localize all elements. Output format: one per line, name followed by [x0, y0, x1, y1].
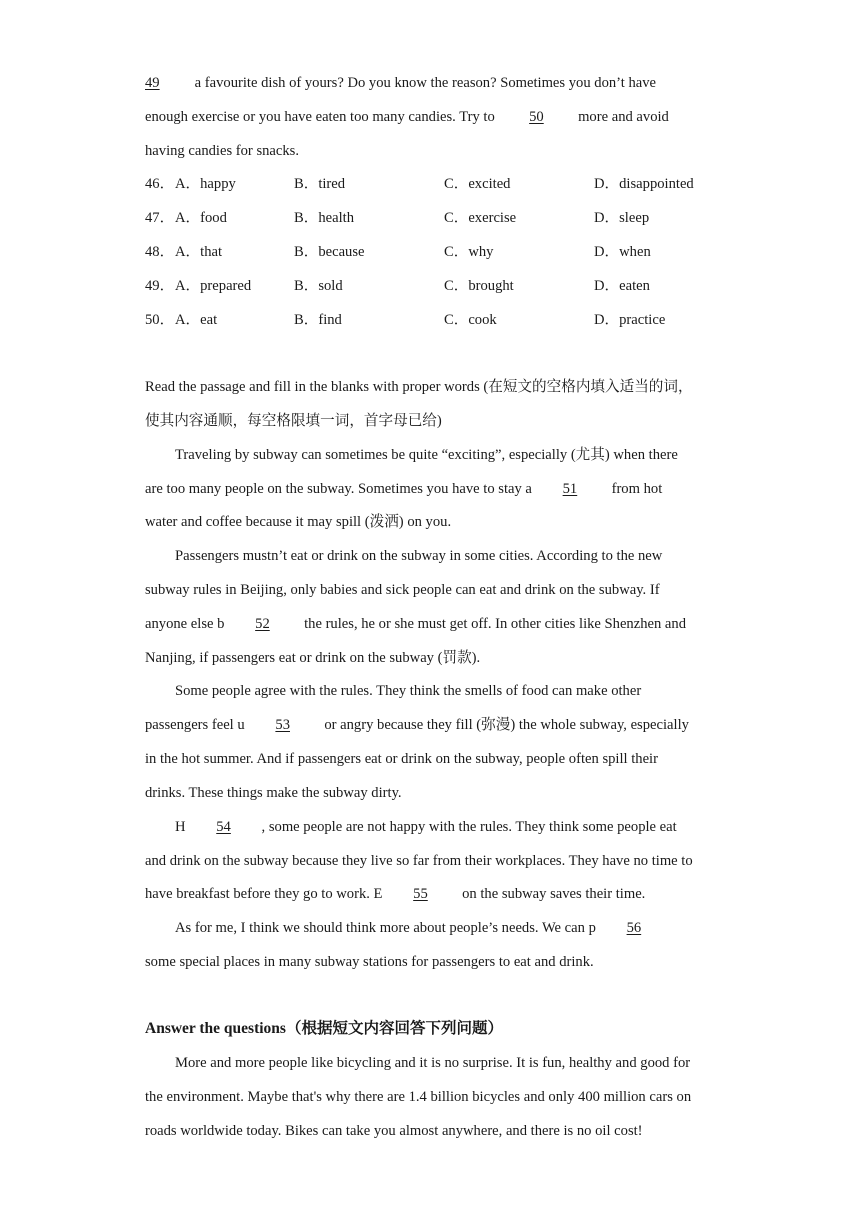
passage-line [145, 884, 720, 904]
passage-line [175, 918, 720, 938]
passage-line: Passengers mustn’t eat or drink on the subway in some cities. According to the new [175, 548, 663, 564]
passage-line: water and coffee because it may spill (泼洒) on you. [145, 514, 452, 530]
option-c: C．exercise [444, 210, 517, 226]
passage-line [145, 107, 720, 127]
section-instruction: Read the passage and fill in the blanks with proper words (在短文的空格内填入适当的词， [145, 379, 693, 395]
option-a: A．happy [175, 176, 236, 192]
blank-55: 55 [413, 886, 428, 902]
option-a: A．that [175, 244, 223, 260]
passage-text: passengers feel u [145, 717, 245, 733]
option-b: B．sold [294, 278, 343, 294]
blank-54: 54 [216, 819, 231, 835]
option-a: A．eat [175, 312, 218, 328]
option-row [145, 174, 745, 194]
section-instruction: 使其内容通顺，每空格限填一词，首字母已给) [145, 413, 442, 429]
passage-text: the rules, he or she must get off. In other cities like Shenzhen and [304, 616, 686, 632]
passage-text: enough exercise or you have eaten too many candies. Try to [145, 109, 495, 125]
passage-text: or angry because they fill (弥漫) the whole subway, especially [324, 717, 689, 733]
passage-text: , some people are not happy with the rules. They think some people eat [261, 819, 677, 835]
blank-49: 49 [145, 75, 160, 91]
option-b: B．find [294, 312, 342, 328]
blank-56: 56 [626, 920, 642, 936]
passage-line: More and more people like bicycling and it is no surprise. It is fun, healthy and good for [175, 1055, 691, 1071]
passage-line: some special places in many subway stations for passengers to eat and drink. [145, 954, 594, 970]
blank-50: 50 [529, 109, 544, 125]
option-c: C．brought [444, 278, 514, 294]
option-d: D．when [594, 244, 651, 260]
passage-text: are too many people on the subway. Sometimes you have to stay a [145, 481, 532, 497]
passage-line [145, 479, 720, 499]
passage-text: on the subway saves their time. [462, 886, 646, 902]
passage-line: Some people agree with the rules. They think the smells of food can make other [175, 683, 642, 699]
passage-line [145, 73, 720, 93]
passage-line: and drink on the subway because they live so far from their workplaces. They have no time to [145, 853, 693, 869]
heading-english: Answer the questions [145, 1020, 286, 1037]
option-d: D．sleep [594, 210, 650, 226]
question-number: 49． [145, 278, 175, 294]
option-d: D．practice [594, 312, 666, 328]
passage-line: in the hot summer. And if passengers eat or drink on the subway, people often spill their [145, 751, 658, 767]
heading-chinese: （根据短文内容回答下列问题） [285, 1020, 503, 1037]
option-d: D．disappointed [594, 176, 694, 192]
option-c: C．excited [444, 176, 511, 192]
passage-text: As for me, I think we should think more about people’s needs. We can p [175, 920, 596, 936]
option-b: B．tired [294, 176, 346, 192]
option-a: A．prepared [175, 278, 252, 294]
section-heading [145, 1019, 720, 1039]
passage-text: a favourite dish of yours? Do you know the reason? Sometimes you don’t have [194, 75, 657, 91]
passage-line [145, 614, 720, 634]
passage-line: Traveling by subway can sometimes be quite “exciting”, especially (尤其) when there [175, 447, 678, 463]
option-row [145, 242, 745, 262]
option-row [145, 310, 745, 330]
passage-line [175, 817, 720, 837]
option-a: A．food [175, 210, 227, 226]
option-b: B．health [294, 210, 354, 226]
question-number: 50． [145, 312, 175, 328]
option-row [145, 276, 745, 296]
passage-text: H [175, 819, 186, 835]
passage-line: roads worldwide today. Bikes can take you almost anywhere, and there is no oil cost! [145, 1123, 643, 1139]
passage-text: have breakfast before they go to work. E [145, 886, 383, 902]
passage-text: more and avoid [578, 109, 669, 125]
blank-53: 53 [275, 717, 290, 733]
passage-line [145, 715, 720, 735]
option-b: B．because [294, 244, 365, 260]
passage-text: from hot [611, 481, 663, 497]
passage-line: subway rules in Beijing, only babies and sick people can eat and drink on the subway. If [145, 582, 660, 598]
passage-line: Nanjing, if passengers eat or drink on the subway (罚款). [145, 650, 481, 666]
passage-text: anyone else b [145, 616, 225, 632]
option-d: D．eaten [594, 278, 650, 294]
passage-line: drinks. These things make the subway dirty. [145, 785, 402, 801]
question-number: 47． [145, 210, 175, 226]
blank-52: 52 [255, 616, 270, 632]
option-c: C．why [444, 244, 494, 260]
question-number: 48． [145, 244, 175, 260]
option-c: C．cook [444, 312, 497, 328]
blank-51: 51 [562, 481, 578, 497]
passage-line: having candies for snacks. [145, 143, 299, 159]
passage-line: the environment. Maybe that's why there are 1.4 billion bicycles and only 400 million cars on [145, 1089, 692, 1105]
question-number: 46． [145, 176, 175, 192]
option-row [145, 208, 745, 228]
